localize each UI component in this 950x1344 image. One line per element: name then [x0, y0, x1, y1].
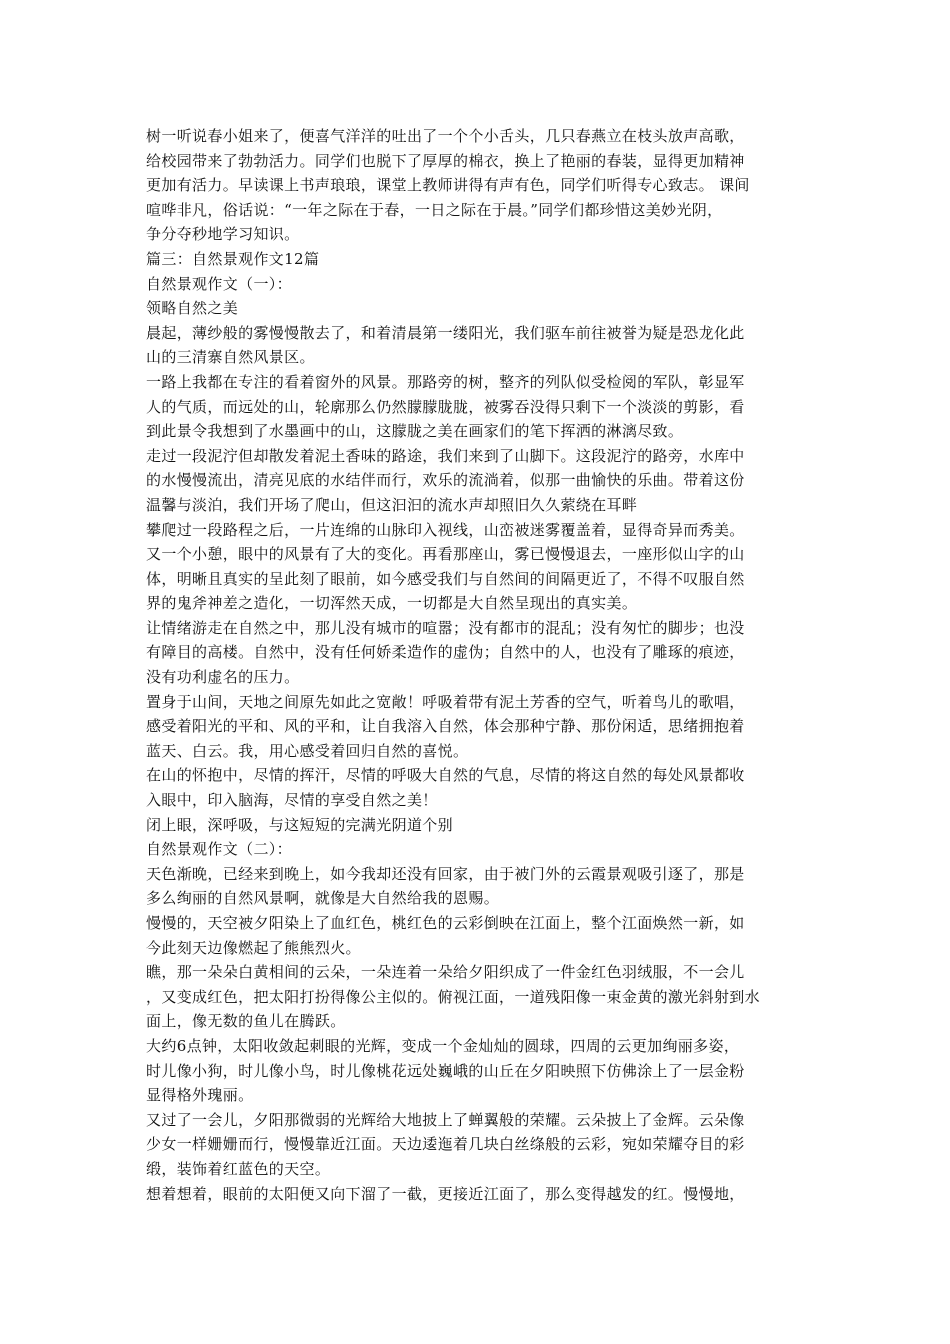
text-line: 多么绚丽的自然风景啊，就像是大自然给我的恩赐。 [146, 889, 500, 908]
text-line: 入眼中，印入脑海，尽情的享受自然之美！ [146, 791, 438, 810]
text-line: 晨起，薄纱般的雾慢慢散去了，和着清晨第一缕阳光，我们驱车前往被誉为疑是恐龙化此 [146, 323, 745, 342]
text-line: 到此景令我想到了水墨画中的山，这朦胧之美在画家们的笔下挥洒的淋漓尽致。 [146, 422, 684, 441]
text-line: 时儿像小狗，时儿像小鸟，时儿像桃花远处巍峨的山丘在夕阳映照下仿佛涂上了一层金粉 [146, 1061, 745, 1080]
text-line: 的水慢慢流出，清亮见底的水结伴而行，欢乐的流淌着，似那一曲愉快的乐曲。带着这份 [146, 471, 745, 490]
text-line: 慢慢的，天空被夕阳染上了血红色，桃红色的云彩倒映在江面上，整个江面焕然一新，如 [146, 914, 745, 932]
text-line: 缎，装饰着红蓝色的天空。 [146, 1159, 331, 1178]
text-line: 少女一样姗姗而行，慢慢靠近江面。天边逶迤着几块白丝绦般的云彩，宛如荣耀夺目的彩 [146, 1135, 745, 1154]
text-line: 在山的怀抱中，尽情的挥汗，尽情的呼吸大自然的气息，尽情的将这自然的每处风景都收 [146, 766, 745, 785]
section-heading: 篇三：自然景观作文12篇 [146, 249, 320, 268]
text-line: 感受着阳光的平和、风的平和，让自我溶入自然，体会那种宁静、那份闲适，思绪拥抱着 [146, 717, 745, 736]
text-line: 又过了一会儿，夕阳那微弱的光辉给大地披上了蝉翼般的荣耀。云朵披上了金辉。云朵像 [146, 1110, 745, 1129]
text-line: 大约6点钟，太阳收敛起刺眼的光辉，变成一个金灿灿的圆球，四周的云更加绚丽多姿， [146, 1036, 740, 1055]
text-line: 界的鬼斧神差之造化，一切浑然天成，一切都是大自然呈现出的真实美。 [146, 594, 638, 613]
text-line: 蓝天、白云。我，用心感受着回归自然的喜悦。 [146, 741, 469, 760]
text-line: 有障目的高楼。自然中，没有任何娇柔造作的虚伪；自然中的人，也没有了雕琢的痕迹， [146, 643, 745, 662]
text-line: 显得格外瑰丽。 [146, 1086, 254, 1105]
text-line: 一路上我都在专注的看着窗外的风景。那路旁的树，整齐的列队似受检阅的军队，彰显军 [146, 372, 745, 391]
text-line: 天色渐晚，已经来到晚上，如今我却还没有回家，由于被门外的云霞景观吸引逐了，那是 [146, 864, 745, 883]
text-line: 瞧，那一朵朵白黄相间的云朵，一朵连着一朵给夕阳织成了一件金红色羽绒服，不一会儿 [146, 963, 745, 982]
text-line: 争分夺秒地学习知识。 [146, 225, 300, 244]
subheading: 自然景观作文（一）： [146, 274, 293, 293]
text-line: 想着想着，眼前的太阳便又向下溜了一截，更接近江面了，那么变得越发的红。慢慢地， [146, 1184, 745, 1203]
text-line: 没有功利虚名的压力。 [146, 668, 300, 687]
essay-title: 领略自然之美 [146, 299, 239, 318]
text-line: 又一个小憩，眼中的风景有了大的变化。再看那座山，雾已慢慢退去，一座形似山字的山 [146, 545, 745, 564]
text-line: 今此刻天边像燃起了熊熊烈火。 [146, 938, 361, 957]
text-line: 闭上眼，深呼吸，与这短短的完满光阴道个别 [146, 815, 454, 834]
text-line: 更加有活力。早读课上书声琅琅，课堂上教师讲得有声有色，同学们听得专心致志。 课间 [146, 176, 750, 195]
text-line: 给校园带来了勃勃活力。同学们也脱下了厚厚的棉衣，换上了艳丽的春装，显得更加精神 [146, 151, 745, 170]
text-line: 攀爬过一段路程之后，一片连绵的山脉印入视线，山峦被迷雾覆盖着，显得奇异而秀美。 [146, 520, 745, 539]
text-line: 人的气质，而远处的山，轮廓那么仍然朦朦胧胧，被雾吞没得只剩下一个淡淡的剪影，看 [146, 397, 745, 416]
text-line: 走过一段泥泞但却散发着泥土香味的路途，我们来到了山脚下。这段泥泞的路旁，水库中 [146, 446, 745, 465]
document-body [146, 124, 812, 1206]
text-line: 让情绪游走在自然之中，那儿没有城市的喧嚣；没有都市的混乱；没有匆忙的脚步；也没 [146, 618, 745, 637]
text-line: 山的三清寨自然风景区。 [146, 348, 315, 367]
text-line: 置身于山间，天地之间原先如此之宽敞！呼吸着带有泥土芳香的空气，听着鸟儿的歌唱， [146, 692, 745, 711]
text-line: 体，明晰且真实的呈此刻了眼前，如今感受我们与自然间的间隔更近了，不得不叹服自然 [146, 569, 745, 588]
text-line: 面上，像无数的鱼儿在腾跃。 [146, 1012, 346, 1031]
text-line: 温馨与淡泊，我们开场了爬山，但这汩汩的流水声却照旧久久萦绕在耳畔 [146, 495, 638, 514]
text-line: 树一听说春小姐来了，便喜气洋洋的吐出了一个个小舌头，几只春燕立在枝头放声高歌， [146, 127, 745, 145]
text-line: 喧哗非凡，俗话说：“一年之际在于春，一日之际在于晨。”同学们都珍惜这美妙光阴， [146, 200, 723, 219]
subheading: 自然景观作文（二）： [146, 840, 293, 859]
text-line: ，又变成红色，把太阳打扮得像公主似的。俯视江面，一道残阳像一束金黄的激光斜射到水 [146, 987, 761, 1006]
